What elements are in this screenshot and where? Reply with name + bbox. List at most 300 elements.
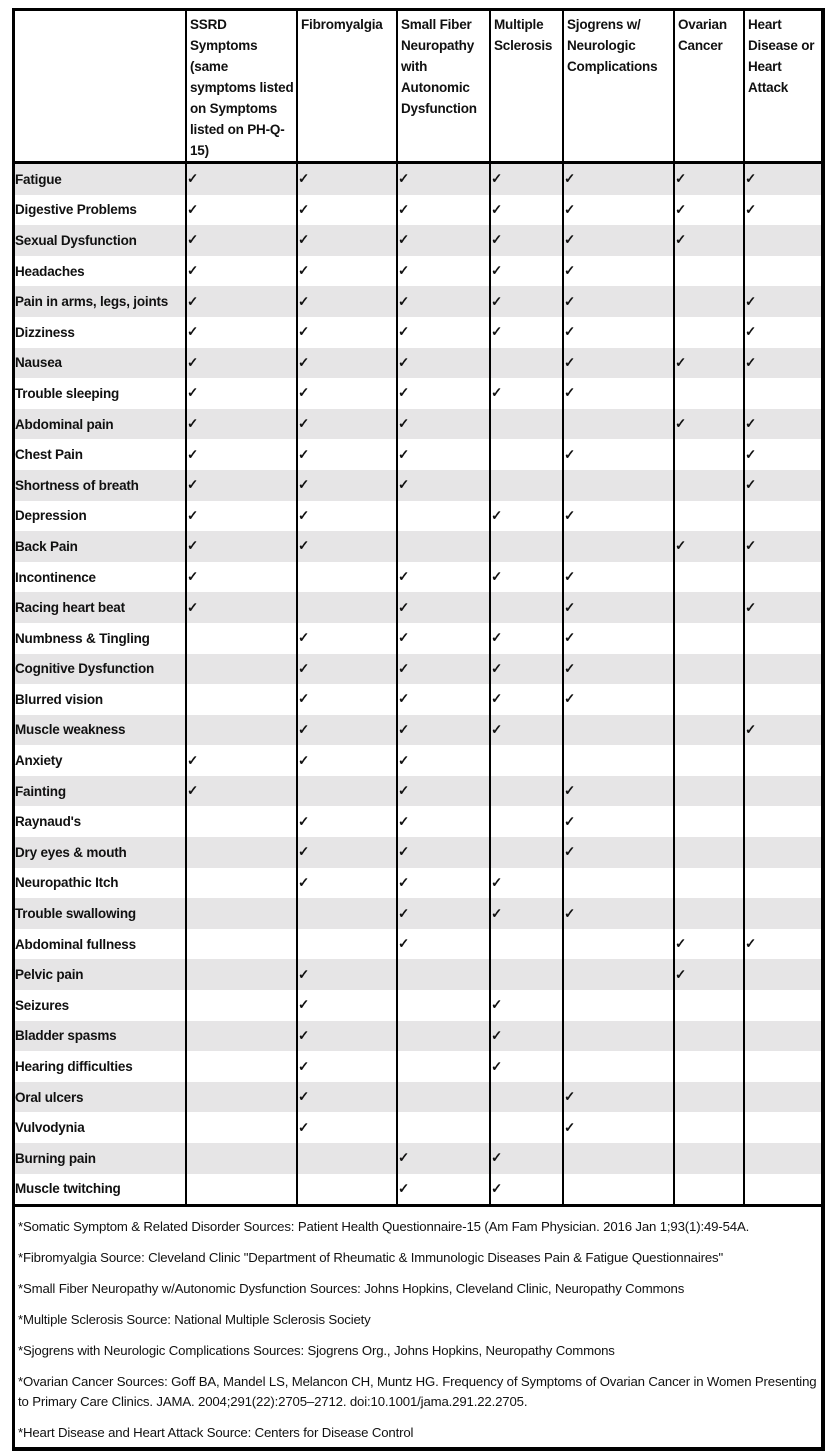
symptom-label: Racing heart beat: [15, 592, 186, 623]
empty-cell-sjogrens: [563, 470, 674, 501]
symptom-label: Fatigue: [15, 163, 186, 195]
check-icon-small-fiber-neuropathy: ✓: [397, 776, 490, 807]
check-icon-sjogrens: ✓: [563, 806, 674, 837]
check-icon-small-fiber-neuropathy: ✓: [397, 562, 490, 593]
check-icon-fibromyalgia: ✓: [297, 959, 397, 990]
check-icon-ssrd: ✓: [186, 225, 297, 256]
check-icon-small-fiber-neuropathy: ✓: [397, 898, 490, 929]
check-icon-ovarian-cancer: ✓: [674, 409, 744, 440]
table-row: [15, 715, 821, 746]
check-icon-ssrd: ✓: [186, 501, 297, 532]
check-icon-sjogrens: ✓: [563, 195, 674, 226]
empty-cell-ovarian-cancer: [674, 470, 744, 501]
empty-cell-multiple-sclerosis: [490, 531, 563, 562]
footnote: *Multiple Sclerosis Source: National Multiple Sclerosis Society: [18, 1312, 371, 1328]
check-icon-small-fiber-neuropathy: ✓: [397, 348, 490, 379]
check-icon-small-fiber-neuropathy: ✓: [397, 929, 490, 960]
symptom-label: Hearing difficulties: [15, 1051, 186, 1082]
empty-cell-ovarian-cancer: [674, 1174, 744, 1205]
empty-cell-heart-disease: [744, 623, 821, 654]
check-icon-heart-disease: ✓: [744, 531, 821, 562]
symptom-label: Bladder spasms: [15, 1021, 186, 1052]
empty-cell-ssrd: [186, 959, 297, 990]
check-icon-fibromyalgia: ✓: [297, 623, 397, 654]
check-icon-small-fiber-neuropathy: ✓: [397, 868, 490, 899]
empty-cell-multiple-sclerosis: [490, 806, 563, 837]
check-icon-multiple-sclerosis: ✓: [490, 317, 563, 348]
symptom-label: Incontinence: [15, 562, 186, 593]
check-icon-fibromyalgia: ✓: [297, 1021, 397, 1052]
empty-cell-multiple-sclerosis: [490, 348, 563, 379]
check-icon-small-fiber-neuropathy: ✓: [397, 163, 490, 195]
symptom-label: Chest Pain: [15, 439, 186, 470]
empty-cell-ssrd: [186, 1143, 297, 1174]
empty-cell-ssrd: [186, 806, 297, 837]
empty-cell-multiple-sclerosis: [490, 1112, 563, 1143]
check-icon-ssrd: ✓: [186, 348, 297, 379]
table-row: [15, 409, 821, 440]
symptom-label: Nausea: [15, 348, 186, 379]
check-icon-multiple-sclerosis: ✓: [490, 684, 563, 715]
check-icon-multiple-sclerosis: ✓: [490, 868, 563, 899]
check-icon-ssrd: ✓: [186, 745, 297, 776]
empty-cell-heart-disease: [744, 959, 821, 990]
check-icon-ovarian-cancer: ✓: [674, 348, 744, 379]
empty-cell-ssrd: [186, 1112, 297, 1143]
check-icon-fibromyalgia: ✓: [297, 1112, 397, 1143]
check-icon-ovarian-cancer: ✓: [674, 959, 744, 990]
check-icon-fibromyalgia: ✓: [297, 654, 397, 685]
empty-cell-ovarian-cancer: [674, 317, 744, 348]
empty-cell-fibromyalgia: [297, 776, 397, 807]
check-icon-sjogrens: ✓: [563, 439, 674, 470]
check-icon-small-fiber-neuropathy: ✓: [397, 195, 490, 226]
check-icon-sjogrens: ✓: [563, 1082, 674, 1113]
check-icon-multiple-sclerosis: ✓: [490, 163, 563, 195]
empty-cell-sjogrens: [563, 745, 674, 776]
check-icon-fibromyalgia: ✓: [297, 378, 397, 409]
symptom-label: Back Pain: [15, 531, 186, 562]
check-icon-ssrd: ✓: [186, 592, 297, 623]
check-icon-heart-disease: ✓: [744, 195, 821, 226]
empty-cell-sjogrens: [563, 868, 674, 899]
check-icon-fibromyalgia: ✓: [297, 256, 397, 287]
symptom-label: Depression: [15, 501, 186, 532]
check-icon-fibromyalgia: ✓: [297, 531, 397, 562]
check-icon-heart-disease: ✓: [744, 439, 821, 470]
empty-cell-sjogrens: [563, 990, 674, 1021]
check-icon-ssrd: ✓: [186, 317, 297, 348]
table-row: [15, 776, 821, 807]
table-row: [15, 225, 821, 256]
check-icon-fibromyalgia: ✓: [297, 501, 397, 532]
table-row: [15, 837, 821, 868]
empty-cell-heart-disease: [744, 837, 821, 868]
empty-cell-heart-disease: [744, 898, 821, 929]
empty-cell-heart-disease: [744, 684, 821, 715]
empty-cell-multiple-sclerosis: [490, 1082, 563, 1113]
check-icon-heart-disease: ✓: [744, 317, 821, 348]
empty-cell-sjogrens: [563, 715, 674, 746]
check-icon-fibromyalgia: ✓: [297, 837, 397, 868]
empty-cell-multiple-sclerosis: [490, 959, 563, 990]
check-icon-multiple-sclerosis: ✓: [490, 898, 563, 929]
check-icon-sjogrens: ✓: [563, 654, 674, 685]
empty-cell-ovarian-cancer: [674, 501, 744, 532]
table-row: [15, 806, 821, 837]
check-icon-fibromyalgia: ✓: [297, 715, 397, 746]
empty-cell-ovarian-cancer: [674, 715, 744, 746]
empty-cell-heart-disease: [744, 776, 821, 807]
empty-cell-heart-disease: [744, 990, 821, 1021]
symptom-label: Sexual Dysfunction: [15, 225, 186, 256]
table-row: [15, 1051, 821, 1082]
symptom-label: Muscle twitching: [15, 1174, 186, 1205]
empty-cell-multiple-sclerosis: [490, 837, 563, 868]
symptom-label: Muscle weakness: [15, 715, 186, 746]
table-row: [15, 654, 821, 685]
check-icon-sjogrens: ✓: [563, 684, 674, 715]
empty-cell-ovarian-cancer: [674, 806, 744, 837]
check-icon-small-fiber-neuropathy: ✓: [397, 286, 490, 317]
check-icon-fibromyalgia: ✓: [297, 470, 397, 501]
check-icon-fibromyalgia: ✓: [297, 348, 397, 379]
symptom-label: Cognitive Dysfunction: [15, 654, 186, 685]
empty-cell-sjogrens: [563, 929, 674, 960]
empty-cell-small-fiber-neuropathy: [397, 531, 490, 562]
check-icon-fibromyalgia: ✓: [297, 409, 397, 440]
empty-cell-heart-disease: [744, 1174, 821, 1205]
check-icon-sjogrens: ✓: [563, 225, 674, 256]
empty-cell-fibromyalgia: [297, 592, 397, 623]
table-row: [15, 195, 821, 226]
check-icon-multiple-sclerosis: ✓: [490, 378, 563, 409]
check-icon-ovarian-cancer: ✓: [674, 929, 744, 960]
empty-cell-sjogrens: [563, 1051, 674, 1082]
empty-cell-ovarian-cancer: [674, 378, 744, 409]
check-icon-sjogrens: ✓: [563, 256, 674, 287]
check-icon-sjogrens: ✓: [563, 898, 674, 929]
empty-cell-heart-disease: [744, 501, 821, 532]
check-icon-small-fiber-neuropathy: ✓: [397, 256, 490, 287]
empty-cell-ovarian-cancer: [674, 623, 744, 654]
header-sjogrens: Sjogrens w/ Neurologic Complications: [563, 11, 674, 163]
check-icon-heart-disease: ✓: [744, 286, 821, 317]
empty-cell-ovarian-cancer: [674, 256, 744, 287]
empty-cell-small-fiber-neuropathy: [397, 959, 490, 990]
check-icon-heart-disease: ✓: [744, 592, 821, 623]
empty-cell-heart-disease: [744, 1051, 821, 1082]
check-icon-fibromyalgia: ✓: [297, 990, 397, 1021]
header-row: [15, 11, 821, 163]
empty-cell-ovarian-cancer: [674, 1082, 744, 1113]
table-row: [15, 1143, 821, 1174]
table-row: [15, 470, 821, 501]
check-icon-fibromyalgia: ✓: [297, 439, 397, 470]
empty-cell-heart-disease: [744, 256, 821, 287]
footnote: *Fibromyalgia Source: Cleveland Clinic "Department of Rheumatic & Immunologic Diseases Pain & Fatigue Questionnaires": [18, 1250, 724, 1266]
symptom-label: Pain in arms, legs, joints: [15, 286, 186, 317]
empty-cell-ssrd: [186, 898, 297, 929]
check-icon-heart-disease: ✓: [744, 929, 821, 960]
empty-cell-fibromyalgia: [297, 562, 397, 593]
empty-cell-ovarian-cancer: [674, 990, 744, 1021]
symptom-label: Headaches: [15, 256, 186, 287]
table-row: [15, 898, 821, 929]
empty-cell-heart-disease: [744, 1082, 821, 1113]
check-icon-small-fiber-neuropathy: ✓: [397, 1174, 490, 1205]
check-icon-multiple-sclerosis: ✓: [490, 623, 563, 654]
empty-cell-small-fiber-neuropathy: [397, 1021, 490, 1052]
table-row: [15, 286, 821, 317]
check-icon-small-fiber-neuropathy: ✓: [397, 592, 490, 623]
empty-cell-heart-disease: [744, 868, 821, 899]
empty-cell-ssrd: [186, 1051, 297, 1082]
check-icon-ssrd: ✓: [186, 163, 297, 195]
table-row: [15, 990, 821, 1021]
symptom-label: Seizures: [15, 990, 186, 1021]
check-icon-sjogrens: ✓: [563, 378, 674, 409]
symptom-label: Burning pain: [15, 1143, 186, 1174]
check-icon-fibromyalgia: ✓: [297, 286, 397, 317]
empty-cell-ssrd: [186, 623, 297, 654]
header-ovarian-cancer: Ovarian Cancer: [674, 11, 744, 163]
check-icon-multiple-sclerosis: ✓: [490, 1143, 563, 1174]
check-icon-small-fiber-neuropathy: ✓: [397, 623, 490, 654]
empty-cell-ovarian-cancer: [674, 1112, 744, 1143]
symptom-label: Trouble swallowing: [15, 898, 186, 929]
check-icon-multiple-sclerosis: ✓: [490, 256, 563, 287]
check-icon-ssrd: ✓: [186, 776, 297, 807]
check-icon-fibromyalgia: ✓: [297, 225, 397, 256]
check-icon-multiple-sclerosis: ✓: [490, 654, 563, 685]
header-fibromyalgia: Fibromyalgia: [297, 11, 397, 163]
empty-cell-fibromyalgia: [297, 929, 397, 960]
symptom-label: Dizziness: [15, 317, 186, 348]
check-icon-ssrd: ✓: [186, 531, 297, 562]
check-icon-sjogrens: ✓: [563, 1112, 674, 1143]
empty-cell-ovarian-cancer: [674, 1143, 744, 1174]
check-icon-ovarian-cancer: ✓: [674, 195, 744, 226]
empty-cell-small-fiber-neuropathy: [397, 1051, 490, 1082]
empty-cell-fibromyalgia: [297, 898, 397, 929]
check-icon-small-fiber-neuropathy: ✓: [397, 225, 490, 256]
check-icon-fibromyalgia: ✓: [297, 684, 397, 715]
empty-cell-sjogrens: [563, 1174, 674, 1205]
header-small-fiber-neuropathy: Small Fiber Neuropathy with Autonomic Dysfunction: [397, 11, 490, 163]
empty-cell-heart-disease: [744, 1021, 821, 1052]
table-row: [15, 1021, 821, 1052]
symptom-label: Dry eyes & mouth: [15, 837, 186, 868]
check-icon-small-fiber-neuropathy: ✓: [397, 1143, 490, 1174]
symptom-label: Pelvic pain: [15, 959, 186, 990]
empty-cell-small-fiber-neuropathy: [397, 1082, 490, 1113]
check-icon-fibromyalgia: ✓: [297, 806, 397, 837]
check-icon-ssrd: ✓: [186, 470, 297, 501]
check-icon-ssrd: ✓: [186, 286, 297, 317]
table-row: [15, 317, 821, 348]
table-row: [15, 929, 821, 960]
check-icon-sjogrens: ✓: [563, 163, 674, 195]
table-row: [15, 348, 821, 379]
empty-cell-heart-disease: [744, 225, 821, 256]
check-icon-small-fiber-neuropathy: ✓: [397, 409, 490, 440]
check-icon-small-fiber-neuropathy: ✓: [397, 715, 490, 746]
check-icon-sjogrens: ✓: [563, 562, 674, 593]
check-icon-small-fiber-neuropathy: ✓: [397, 745, 490, 776]
header-symptom: [15, 11, 186, 163]
empty-cell-small-fiber-neuropathy: [397, 501, 490, 532]
check-icon-ssrd: ✓: [186, 439, 297, 470]
symptom-label: Shortness of breath: [15, 470, 186, 501]
header-multiple-sclerosis: Multiple Sclerosis: [490, 11, 563, 163]
check-icon-ssrd: ✓: [186, 256, 297, 287]
check-icon-fibromyalgia: ✓: [297, 1051, 397, 1082]
empty-cell-ovarian-cancer: [674, 1051, 744, 1082]
check-icon-ssrd: ✓: [186, 562, 297, 593]
empty-cell-heart-disease: [744, 562, 821, 593]
check-icon-fibromyalgia: ✓: [297, 745, 397, 776]
check-icon-multiple-sclerosis: ✓: [490, 195, 563, 226]
empty-cell-sjogrens: [563, 959, 674, 990]
check-icon-sjogrens: ✓: [563, 501, 674, 532]
header-heart-disease: Heart Disease or Heart Attack: [744, 11, 821, 163]
empty-cell-sjogrens: [563, 1021, 674, 1052]
empty-cell-ssrd: [186, 1021, 297, 1052]
check-icon-ssrd: ✓: [186, 378, 297, 409]
footnote: *Heart Disease and Heart Attack Source: Centers for Disease Control: [18, 1425, 414, 1441]
table-row: [15, 1082, 821, 1113]
empty-cell-ssrd: [186, 715, 297, 746]
empty-cell-fibromyalgia: [297, 1174, 397, 1205]
check-icon-sjogrens: ✓: [563, 286, 674, 317]
empty-cell-ssrd: [186, 990, 297, 1021]
symptom-label: Abdominal pain: [15, 409, 186, 440]
empty-cell-ovarian-cancer: [674, 562, 744, 593]
footnote: *Ovarian Cancer Sources: Goff BA, Mandel LS, Melancon CH, Muntz HG. Frequency of Symptoms of Ovarian Cancer in Women Presenting to Primary Care Clinics. JAMA. 2004;291(22):2705–2712. doi:10.1001/jama.291.22.2705.: [18, 1374, 817, 1410]
table-row: [15, 745, 821, 776]
check-icon-small-fiber-neuropathy: ✓: [397, 654, 490, 685]
check-icon-ssrd: ✓: [186, 409, 297, 440]
check-icon-heart-disease: ✓: [744, 409, 821, 440]
check-icon-multiple-sclerosis: ✓: [490, 1051, 563, 1082]
footnote: *Sjogrens with Neurologic Complications Sources: Sjogrens Org., Johns Hopkins, Neuropathy Commons: [18, 1343, 615, 1359]
empty-cell-ovarian-cancer: [674, 684, 744, 715]
check-icon-multiple-sclerosis: ✓: [490, 1174, 563, 1205]
check-icon-multiple-sclerosis: ✓: [490, 990, 563, 1021]
empty-cell-ovarian-cancer: [674, 654, 744, 685]
check-icon-sjogrens: ✓: [563, 317, 674, 348]
empty-cell-heart-disease: [744, 1112, 821, 1143]
symptom-label: Blurred vision: [15, 684, 186, 715]
symptom-rows: [15, 163, 821, 1205]
check-icon-multiple-sclerosis: ✓: [490, 715, 563, 746]
table-row: [15, 684, 821, 715]
symptom-label: Vulvodynia: [15, 1112, 186, 1143]
check-icon-sjogrens: ✓: [563, 837, 674, 868]
check-icon-ssrd: ✓: [186, 195, 297, 226]
check-icon-fibromyalgia: ✓: [297, 163, 397, 195]
empty-cell-small-fiber-neuropathy: [397, 1112, 490, 1143]
symptom-label: Neuropathic Itch: [15, 868, 186, 899]
empty-cell-ssrd: [186, 1082, 297, 1113]
table-row: [15, 868, 821, 899]
empty-cell-ovarian-cancer: [674, 592, 744, 623]
empty-cell-sjogrens: [563, 409, 674, 440]
table-row: [15, 501, 821, 532]
empty-cell-fibromyalgia: [297, 1143, 397, 1174]
empty-cell-heart-disease: [744, 654, 821, 685]
symptom-label: Raynaud's: [15, 806, 186, 837]
empty-cell-multiple-sclerosis: [490, 776, 563, 807]
check-icon-heart-disease: ✓: [744, 348, 821, 379]
table-row: [15, 531, 821, 562]
check-icon-multiple-sclerosis: ✓: [490, 562, 563, 593]
empty-cell-ovarian-cancer: [674, 286, 744, 317]
empty-cell-multiple-sclerosis: [490, 439, 563, 470]
table-row: [15, 256, 821, 287]
empty-cell-multiple-sclerosis: [490, 470, 563, 501]
check-icon-fibromyalgia: ✓: [297, 1082, 397, 1113]
table-row: [15, 959, 821, 990]
check-icon-small-fiber-neuropathy: ✓: [397, 439, 490, 470]
symptom-label: Fainting: [15, 776, 186, 807]
empty-cell-ovarian-cancer: [674, 776, 744, 807]
table-row: [15, 163, 821, 195]
table-row: [15, 1112, 821, 1143]
check-icon-multiple-sclerosis: ✓: [490, 1021, 563, 1052]
empty-cell-ovarian-cancer: [674, 439, 744, 470]
symptom-label: Abdominal fullness: [15, 929, 186, 960]
empty-cell-small-fiber-neuropathy: [397, 990, 490, 1021]
check-icon-small-fiber-neuropathy: ✓: [397, 378, 490, 409]
sources-footnotes: [15, 1204, 821, 1447]
empty-cell-multiple-sclerosis: [490, 409, 563, 440]
empty-cell-ovarian-cancer: [674, 1021, 744, 1052]
check-icon-fibromyalgia: ✓: [297, 195, 397, 226]
footnote: *Small Fiber Neuropathy w/Autonomic Dysfunction Sources: Johns Hopkins, Cleveland Clinic, Neuropathy Commons: [18, 1281, 685, 1297]
table-row: [15, 378, 821, 409]
empty-cell-multiple-sclerosis: [490, 592, 563, 623]
check-icon-small-fiber-neuropathy: ✓: [397, 837, 490, 868]
empty-cell-heart-disease: [744, 745, 821, 776]
empty-cell-ssrd: [186, 837, 297, 868]
empty-cell-ovarian-cancer: [674, 837, 744, 868]
check-icon-sjogrens: ✓: [563, 592, 674, 623]
table-row: [15, 1174, 821, 1205]
empty-cell-sjogrens: [563, 1143, 674, 1174]
empty-cell-multiple-sclerosis: [490, 745, 563, 776]
check-icon-small-fiber-neuropathy: ✓: [397, 684, 490, 715]
check-icon-heart-disease: ✓: [744, 715, 821, 746]
empty-cell-ovarian-cancer: [674, 898, 744, 929]
table-row: [15, 623, 821, 654]
check-icon-small-fiber-neuropathy: ✓: [397, 806, 490, 837]
empty-cell-sjogrens: [563, 531, 674, 562]
header-ssrd: SSRD Symptoms (same symptoms listed on Symptoms listed on PH-Q-15): [186, 11, 297, 163]
empty-cell-ssrd: [186, 1174, 297, 1205]
check-icon-fibromyalgia: ✓: [297, 317, 397, 348]
empty-cell-heart-disease: [744, 806, 821, 837]
check-icon-multiple-sclerosis: ✓: [490, 501, 563, 532]
check-icon-heart-disease: ✓: [744, 163, 821, 195]
check-icon-sjogrens: ✓: [563, 348, 674, 379]
table-row: [15, 562, 821, 593]
check-icon-ovarian-cancer: ✓: [674, 225, 744, 256]
empty-cell-ssrd: [186, 929, 297, 960]
empty-cell-heart-disease: [744, 1143, 821, 1174]
empty-cell-ovarian-cancer: [674, 868, 744, 899]
